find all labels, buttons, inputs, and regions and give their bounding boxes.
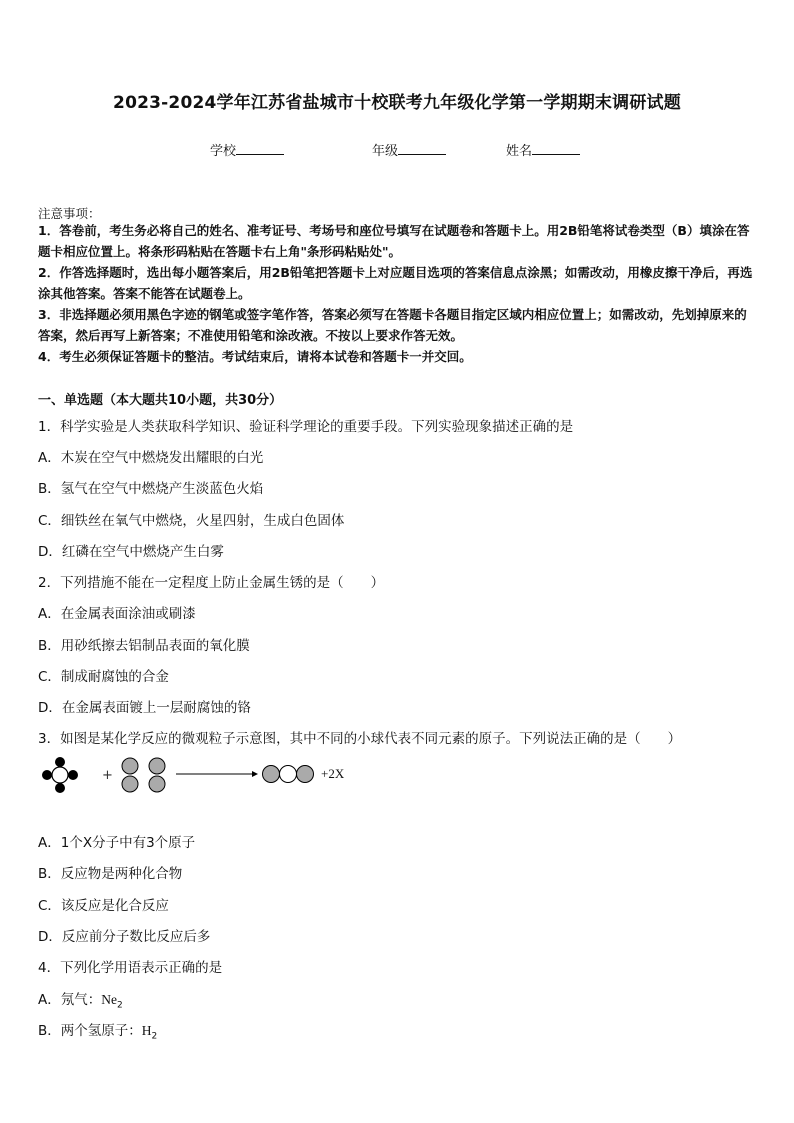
question-2-option-b: B．用砂纸擦去铝制品表面的氧化膜 — [38, 638, 250, 654]
reactant-molecule-1 — [42, 757, 78, 793]
question-2-option-a: A．在金属表面涂油或刷漆 — [38, 606, 196, 622]
name-field — [506, 140, 580, 159]
question-1-option-d: D．红磷在空气中燃烧产生白雾 — [38, 544, 224, 560]
notice-item-4: 4．考生必须保证答题卡的整洁。考试结束后，请将本试卷和答题卡一并交回。 — [38, 349, 472, 364]
product-molecule — [263, 766, 314, 783]
school-label: 学校 — [210, 144, 237, 159]
question-3-option-a: A．1个X分子中有3个原子 — [38, 835, 196, 851]
option-label: A．氖气： — [38, 992, 102, 1008]
question-3-option-d: D．反应前分子数比反应后多 — [38, 929, 211, 945]
name-label: 姓名 — [506, 144, 533, 159]
question-3-stem: 3．如图是某化学反应的微观粒子示意图，其中不同的小球代表不同元素的原子。下列说法正确的是（ ） — [38, 731, 682, 747]
question-4-stem: 4．下列化学用语表示正确的是 — [38, 960, 223, 976]
question-1-option-b: B．氢气在空气中燃烧产生淡蓝色火焰 — [38, 481, 264, 497]
school-blank — [236, 142, 284, 155]
question-1-stem: 1．科学实验是人类获取科学知识、验证科学理论的重要手段。下列实验现象描述正确的是 — [38, 419, 574, 435]
plus-sign: + — [102, 768, 113, 783]
option-label: B．两个氢原子： — [38, 1023, 142, 1039]
page-title: 2023-2024学年江苏省盐城市十校联考九年级化学第一学期期末调研试题 — [113, 93, 681, 113]
question-2-stem: 2．下列措施不能在一定程度上防止金属生锈的是（ ） — [38, 575, 385, 591]
notice-item-1: 1．答卷前，考生务必将自己的姓名、准考证号、考场号和座位号填写在试题卷和答题卡上。用2B铅笔将试卷类型（B）填涂在答题卡相应位置上。将条形码粘贴在答题卡右上角"条形码粘贴处"。 — [38, 223, 750, 259]
formula-subscript: 2 — [151, 1031, 158, 1042]
grade-label: 年级 — [372, 144, 399, 159]
question-2-option-c: C．制成耐腐蚀的合金 — [38, 669, 169, 685]
question-4-option-b — [38, 1019, 157, 1042]
question-3-option-b: B．反应物是两种化合物 — [38, 866, 183, 882]
grade-blank — [398, 142, 446, 155]
chemical-formula: H — [141, 1023, 152, 1038]
section-title: 一、单选题（本大题共10小题，共30分） — [38, 393, 283, 408]
chemical-formula: Ne — [101, 992, 117, 1007]
notice-heading: 注意事项： — [38, 206, 101, 221]
question-4-option-a — [38, 988, 123, 1011]
notice-item-2: 2．作答选择题时，选出每小题答案后，用2B铅笔把答题卡上对应题目选项的答案信息点涂黑；如需改动，用橡皮擦干净后，再选涂其他答案。答案不能答在试题卷上。 — [38, 265, 753, 301]
reaction-diagram — [36, 756, 376, 794]
notice-item-3: 3．非选择题必须用黑色字迹的钢笔或签字笔作答，答案必须写在答题卡各题目指定区域内相应位置上；如需改动，先划掉原来的答案，然后再写上新答案；不准使用铅笔和涂改液。不按以上要求作答无效。 — [38, 307, 747, 343]
reactant-molecule-2b — [149, 758, 165, 792]
question-3-option-c: C．该反应是化合反应 — [38, 898, 169, 914]
grade-field — [372, 140, 446, 159]
question-1-option-a: A．木炭在空气中燃烧发出耀眼的白光 — [38, 450, 264, 466]
formula-subscript: 2 — [117, 1000, 123, 1011]
question-2-option-d: D．在金属表面镀上一层耐腐蚀的铬 — [38, 700, 251, 716]
name-blank — [532, 142, 580, 155]
arrow-icon — [176, 771, 258, 777]
product-label: +2X — [321, 766, 345, 781]
school-field — [210, 140, 284, 159]
question-1-option-c: C．细铁丝在氧气中燃烧，火星四射，生成白色固体 — [38, 513, 345, 529]
reactant-molecule-2a — [122, 758, 138, 792]
